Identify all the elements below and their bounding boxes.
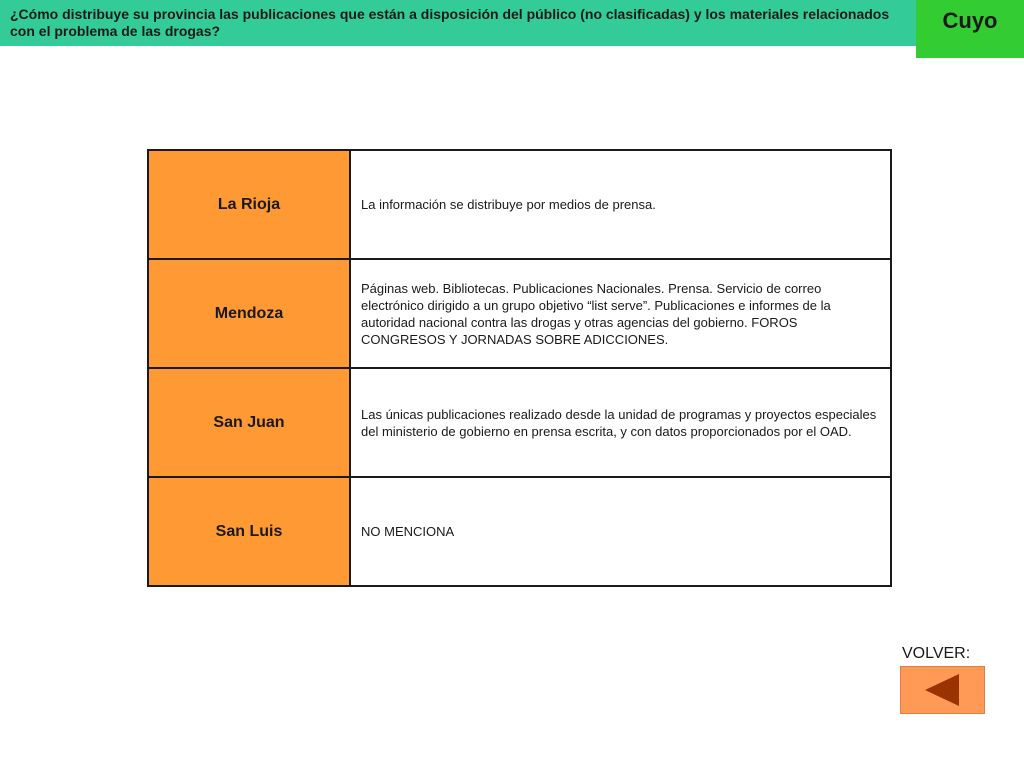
back-button[interactable] <box>900 666 985 714</box>
region-label: Cuyo <box>942 8 998 33</box>
table-row <box>148 368 891 477</box>
back-label: VOLVER: <box>902 645 971 662</box>
province-name-cell: La Rioja <box>148 150 350 259</box>
region-badge <box>916 0 1024 58</box>
province-description-cell: NO MENCIONA <box>350 477 891 586</box>
province-name-cell: San Luis <box>148 477 350 586</box>
province-description-cell: La información se distribuye por medios de prensa. <box>350 150 891 259</box>
table-row <box>148 477 891 586</box>
province-description-cell: Las únicas publicaciones realizado desde la unidad de programas y proyectos especiales del ministerio de gobierno en prensa escrita, y con datos proporcionados por el OAD. <box>350 368 891 477</box>
province-table <box>147 149 892 587</box>
table-row <box>148 150 891 259</box>
page-title: ¿Cómo distribuye su provincia las publicaciones que están a disposición del público (no clasificadas) y los materiales relacionados con el problema de las drogas? <box>10 6 890 39</box>
province-table-container <box>147 149 892 587</box>
province-description-cell: Páginas web. Bibliotecas. Publicaciones Nacionales. Prensa. Servicio de correo electrónico dirigido a un grupo objetivo “list serve”. Publicaciones e informes de la autoridad nacional contra las drogas y otras agencias del gobierno. FOROS CONGRESOS Y JORNADAS SOBRE ADICCIONES. <box>350 259 891 368</box>
left-triangle-arrow-icon <box>923 672 963 708</box>
province-name-cell: San Juan <box>148 368 350 477</box>
province-name-cell: Mendoza <box>148 259 350 368</box>
header-bar <box>0 0 916 46</box>
table-row <box>148 259 891 368</box>
